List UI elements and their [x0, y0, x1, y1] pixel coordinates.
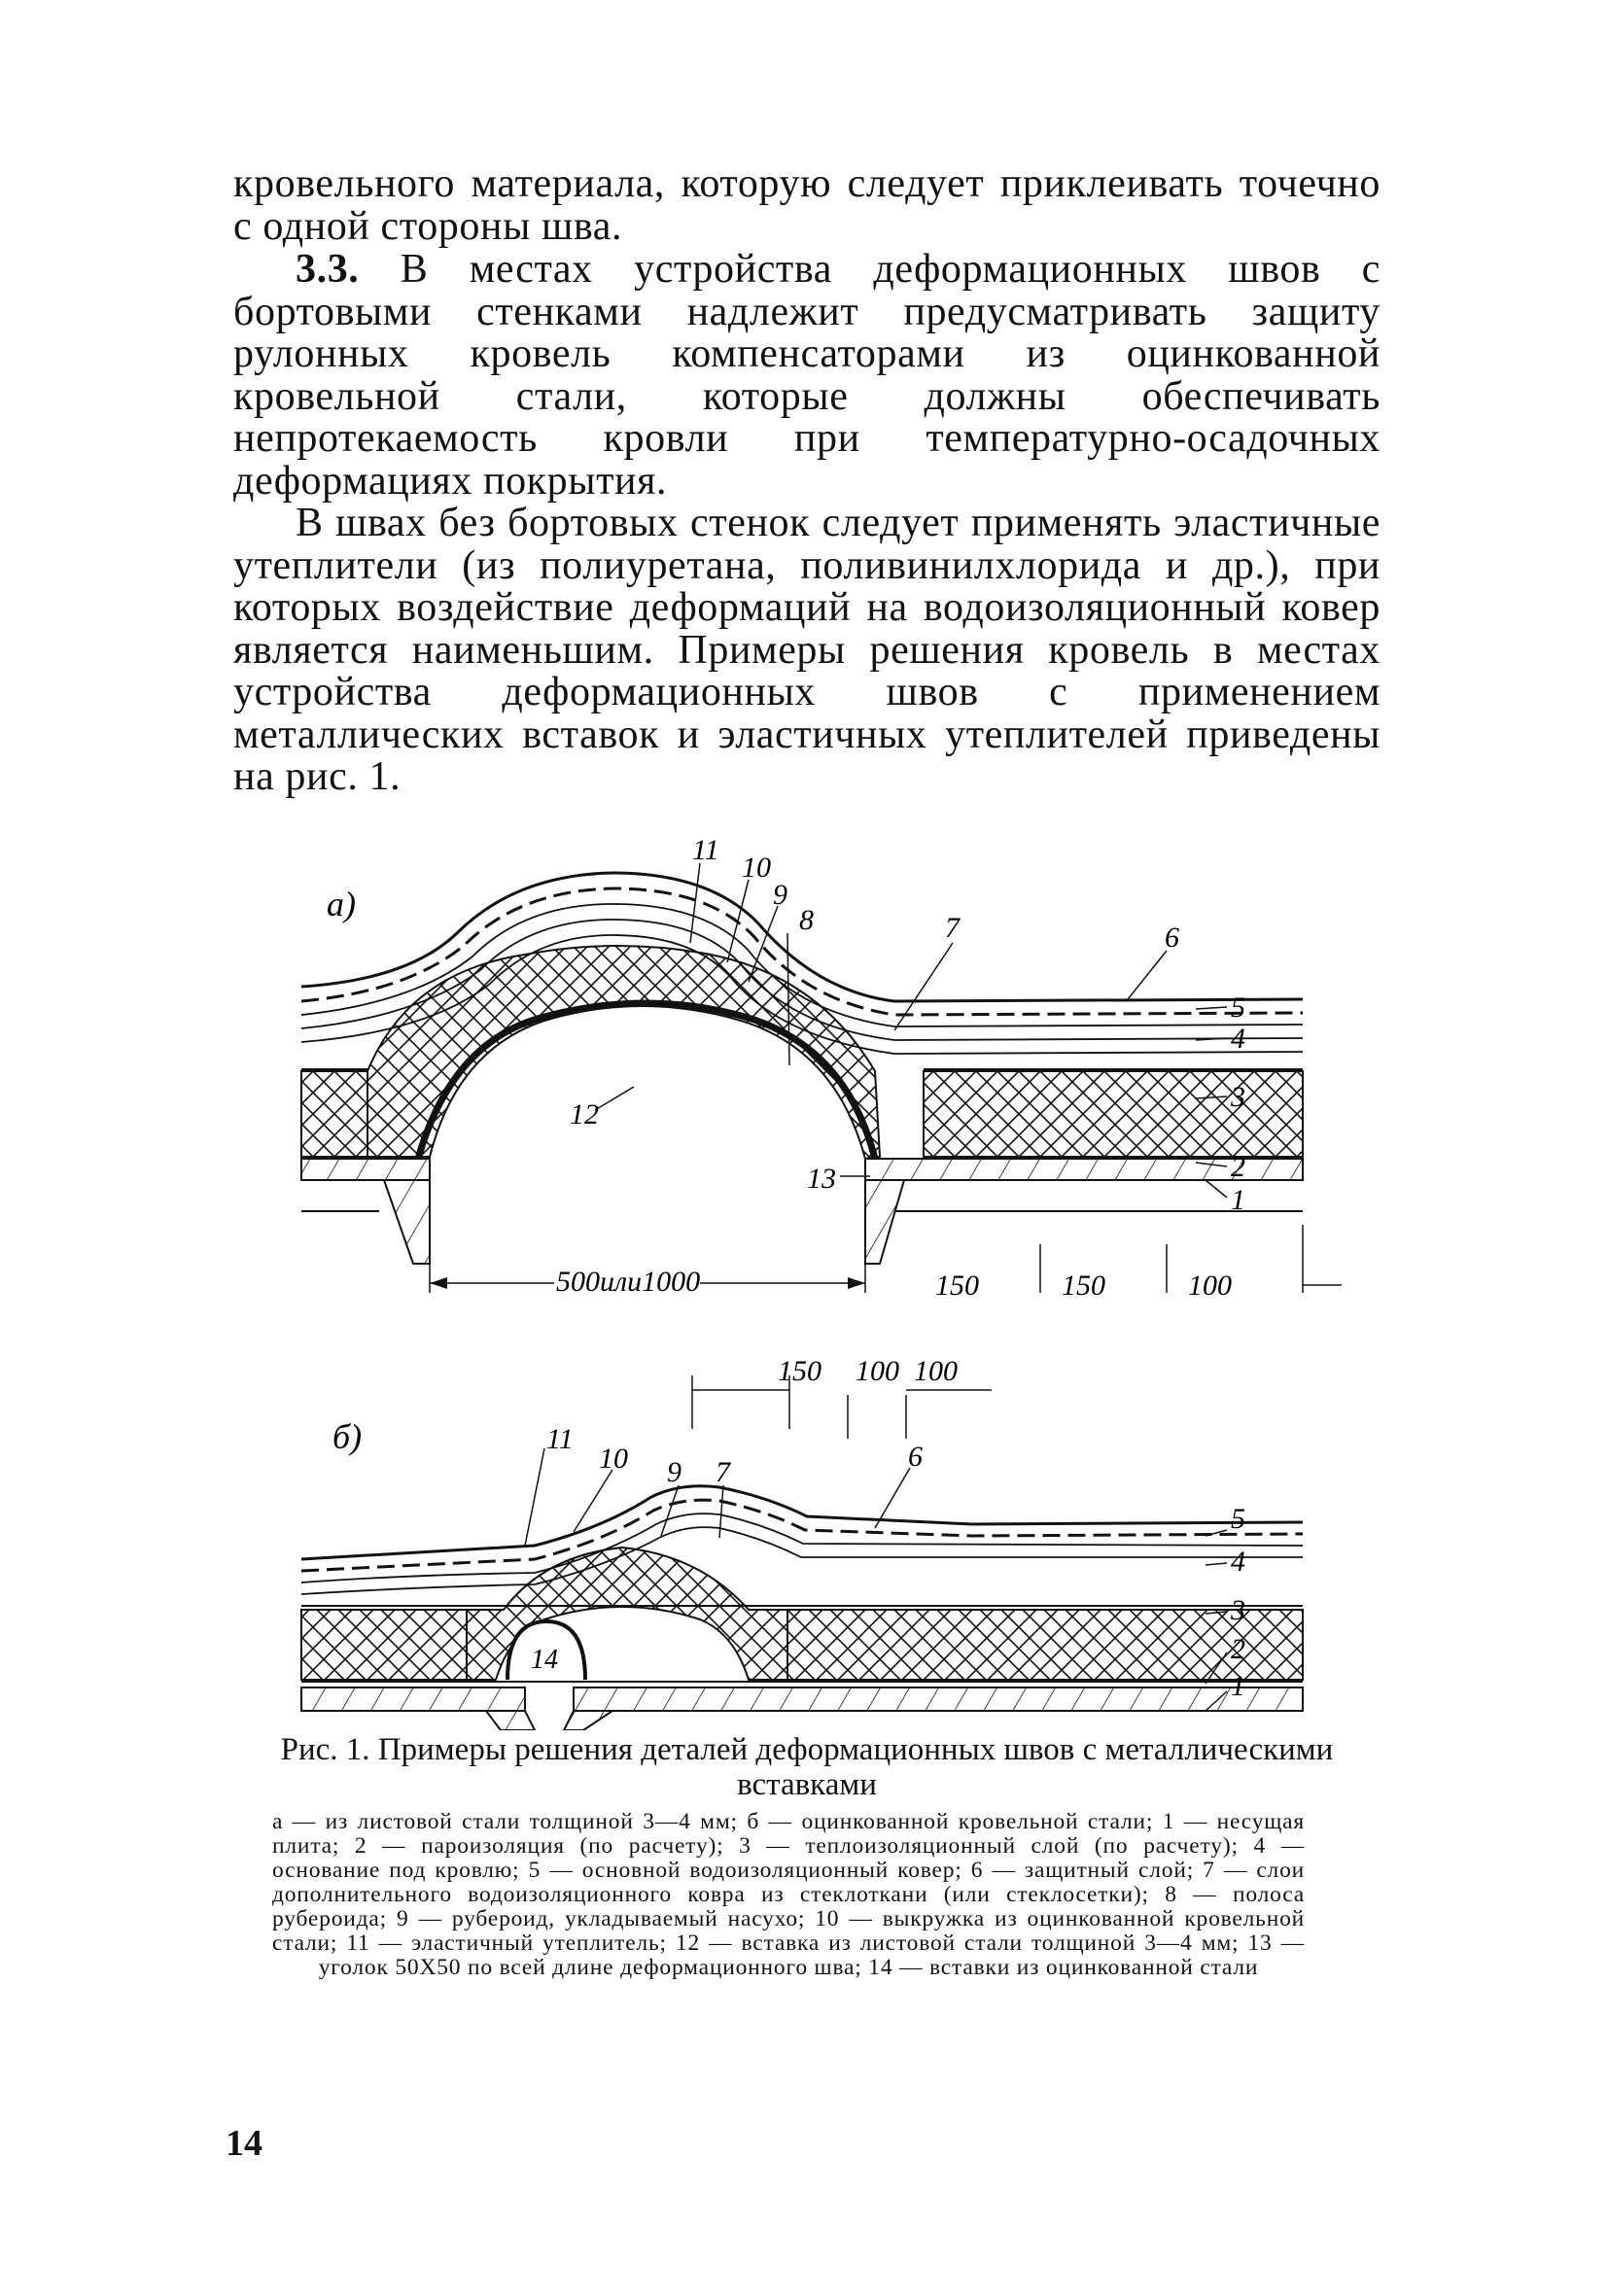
callout-b-1: 1 [1231, 1670, 1245, 1702]
dim-b-150: 150 [778, 1355, 821, 1387]
dim-b-100-2: 100 [914, 1355, 958, 1387]
callout-a-1: 1 [1231, 1184, 1245, 1216]
paragraph-expansion-joints [233, 503, 1381, 799]
dim-b-100-1: 100 [856, 1355, 899, 1387]
paragraph-3-3 [233, 249, 1381, 503]
callout-a-3: 3 [1231, 1081, 1245, 1113]
callout-b-6: 6 [908, 1441, 923, 1473]
figure-caption-legend: а — из листовой стали толщиной 3—4 мм; б — оцинкованной кровельной стали; 1 — несущая плита; 2 — пароизоляция (по расчету); 3 — теплоизоляционный слой (по расчету); 4 — основание под кровлю; 5 — основной водоизоляционный ковер; 6 — защитный слой; 7 — слои дополнительного водоизоляционного ковра из стеклоткани (или стеклосетки); 8 — полоса рубероида; 9 — рубероид, укладываемый насухо; 10 — выкружка из оцинкованной кровельной стали; 11 — эластичный утеплитель; 12 — вставка из листовой стали толщиной 3—4 мм; 13 — уголок 50X50 по всей длине деформационного шва; 14 — вставки из оцинкованной стали [272, 1809, 1305, 1980]
callout-a-10: 10 [742, 852, 771, 884]
callout-b-10: 10 [599, 1443, 628, 1475]
callout-a-13: 13 [807, 1163, 836, 1195]
callout-a-5: 5 [1231, 991, 1245, 1024]
dim-a-500-or-1000: 500или1000 [556, 1266, 701, 1298]
callout-a-4: 4 [1231, 1023, 1245, 1055]
callout-a-12: 12 [570, 1098, 599, 1131]
callout-a-6: 6 [1165, 922, 1179, 954]
callout-b-7: 7 [716, 1456, 730, 1488]
panel-a-label: а) [327, 885, 356, 923]
callout-b-4: 4 [1231, 1546, 1245, 1578]
callout-a-11: 11 [692, 836, 719, 866]
callout-a-9: 9 [773, 879, 787, 911]
callout-a-2: 2 [1231, 1151, 1245, 1183]
callout-b-11: 11 [546, 1423, 574, 1455]
dim-a-150-1: 150 [935, 1270, 979, 1302]
paragraph-continuation: кровельного материала, которую следует приклеивать точечно с одной стороны шва. [233, 161, 1381, 249]
callout-b-2: 2 [1231, 1633, 1245, 1665]
callout-b-9: 9 [667, 1456, 682, 1488]
figure-caption-title: Рис. 1. Примеры решения деталей деформационных швов с металлическими вставками [280, 1732, 1334, 1802]
dim-a-100: 100 [1188, 1270, 1232, 1302]
panel-b [301, 1355, 1303, 1730]
clause-text: В местах устройства деформационных швов с бортовыми стенками надлежит предусматривать защиту рулонных кровель компенсаторами из оцинкованной кровельной стали, которые должны обеспечивать непротекаемость кровли при температурно-осадочных деформациях покрытия. [233, 247, 1381, 504]
callout-b-14: 14 [531, 1645, 558, 1675]
page-number: 14 [226, 2123, 262, 2164]
clause-number: 3.3. [296, 247, 360, 292]
callout-a-8: 8 [799, 904, 814, 936]
figure-1-drawings [292, 836, 1342, 1730]
panel-b-label: б) [332, 1417, 363, 1456]
paragraph-text: В швах без бортовых стенок следует применять эластичные утеплители (из полиуретана, поливинилхлорида и др.), при которых воздействие деформаций на водоизоляционный ковер является наименьшим. Примеры решения кровель в местах устройства деформационных швов с применением металлических вставок и эластичных утеплителей приведены на рис. 1. [233, 501, 1381, 799]
callout-a-7: 7 [945, 912, 960, 944]
dim-a-150-2: 150 [1062, 1270, 1105, 1302]
callout-b-3: 3 [1231, 1594, 1245, 1626]
callout-b-5: 5 [1231, 1503, 1245, 1535]
panel-a [301, 836, 1342, 1302]
